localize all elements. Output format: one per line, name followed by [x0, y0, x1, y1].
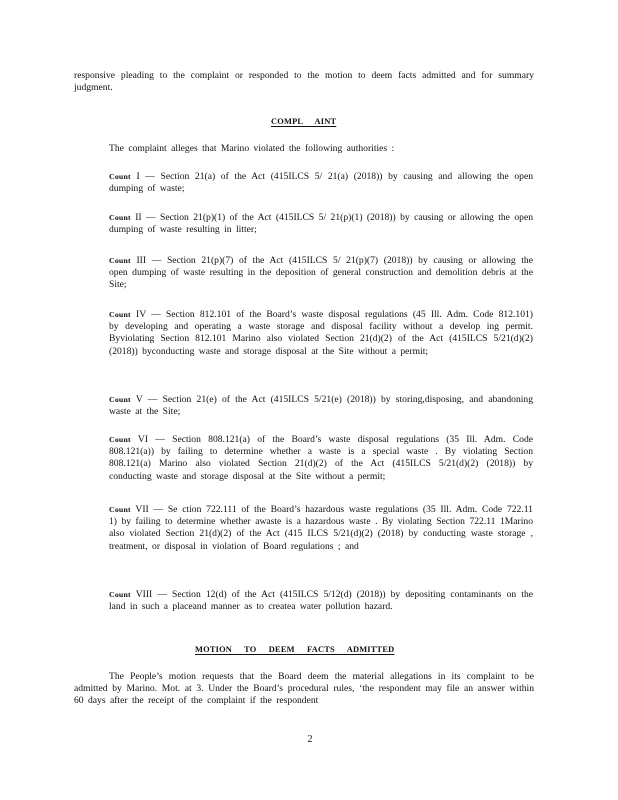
count-item-6: [109, 434, 533, 483]
count-text: V — Section 21(e) of the Act (415ILCS 5/21(e) (2018)) by storing,disposing, and abandoning waste at the Site;: [109, 394, 533, 418]
count-label: Count: [109, 505, 131, 514]
count-label: Count: [109, 435, 131, 444]
count-item-8: [109, 589, 533, 613]
count-item-7: [109, 504, 533, 553]
motion-paragraph: The People’s motion requests that the Board deem the material allegations in its complaint to be admitted by Marino. Mot. at 3. Under the Board’s procedural rules, ‘the respondent may file an answer within 60 days after the receipt of the complaint if the respondent: [74, 671, 534, 707]
count-text: II — Section 21(p)(1) of the Act (415ILCS 5/ 21(p)(1) (2018)) by causing or allowing the open dumping of waste resulting in litter;: [109, 212, 534, 236]
count-label: Count: [109, 172, 131, 181]
count-text: IV — Section 812.101 of the Board’s waste disposal regulations (45 Ill. Adm. Code 812.101) by developing and operating a waste storage and disposal facility without a develop ing permit. Byviolating Section 812.101 Marino also violated Section 21(d)(2) of the Act (415ILCS 5/21(d)(2) (2018)) byconducting waste and storage disposal at the Site without a permit;: [109, 309, 533, 357]
count-item-3: [109, 255, 533, 292]
count-text: VI — Section 808.121(a) of the Board’s waste disposal regulations (35 Ill. Adm. Code 808.121(a)) by failing to determine whether a waste is a special waste . By violating Section 808.121(a) Marino also violated Section 21(d)(2) of the Act (415ILCS 5/21(d)(2) (2018)) by conducting waste and storage disposal at the Site without a permit;: [109, 434, 534, 482]
complaint-lead: The complaint alleges that Marino violated the following authorities :: [109, 143, 395, 154]
count-label: Count: [109, 590, 131, 599]
count-label: Count: [109, 256, 131, 265]
count-text: VIII — Section 12(d) of the Act (415ILCS 5/12(d) (2018)) by depositing contaminants on the land in such a placeand manner as to createa water pollution hazard.: [109, 589, 534, 613]
count-label: Count: [109, 395, 131, 404]
motion-heading: MOTION TO DEEM FACTS ADMITTED: [195, 645, 395, 654]
intro-paragraph: responsive pleading to the complaint or responded to the motion to deem facts admitted and for summary judgment.: [74, 70, 534, 94]
count-label: Count: [109, 213, 131, 222]
count-text: I — Section 21(a) of the Act (415ILCS 5/ 21(a) (2018)) by causing and allowing the open dumping of waste;: [109, 171, 533, 195]
count-item-5: [109, 394, 533, 418]
count-text: III — Section 21(p)(7) of the Act (415ILCS 5/ 21(p)(7) (2018)) by causing or allowing the open dumping of waste resulting in the deposition of general construction and demolition debris at the Site;: [109, 255, 533, 291]
count-item-2: [109, 212, 533, 236]
page-number: 2: [307, 734, 313, 745]
complaint-heading: COMPL AINT: [271, 117, 337, 126]
count-label: Count: [109, 310, 131, 319]
count-item-1: [109, 171, 533, 195]
count-text: VII — Se ction 722.111 of the Board’s hazardous waste regulations (35 Ill. Adm. Code 722.11 1) by failing to determine whether awaste is a hazardous waste . By violating Section 722.11 1Marino also violated Section 21(d)(2) of the Act (415 ILCS 5/21(d)(2) (2018) by conducting waste storage , treatment, or disposal in violation of Board regulations ; and: [109, 504, 533, 552]
count-item-4: [109, 309, 533, 358]
